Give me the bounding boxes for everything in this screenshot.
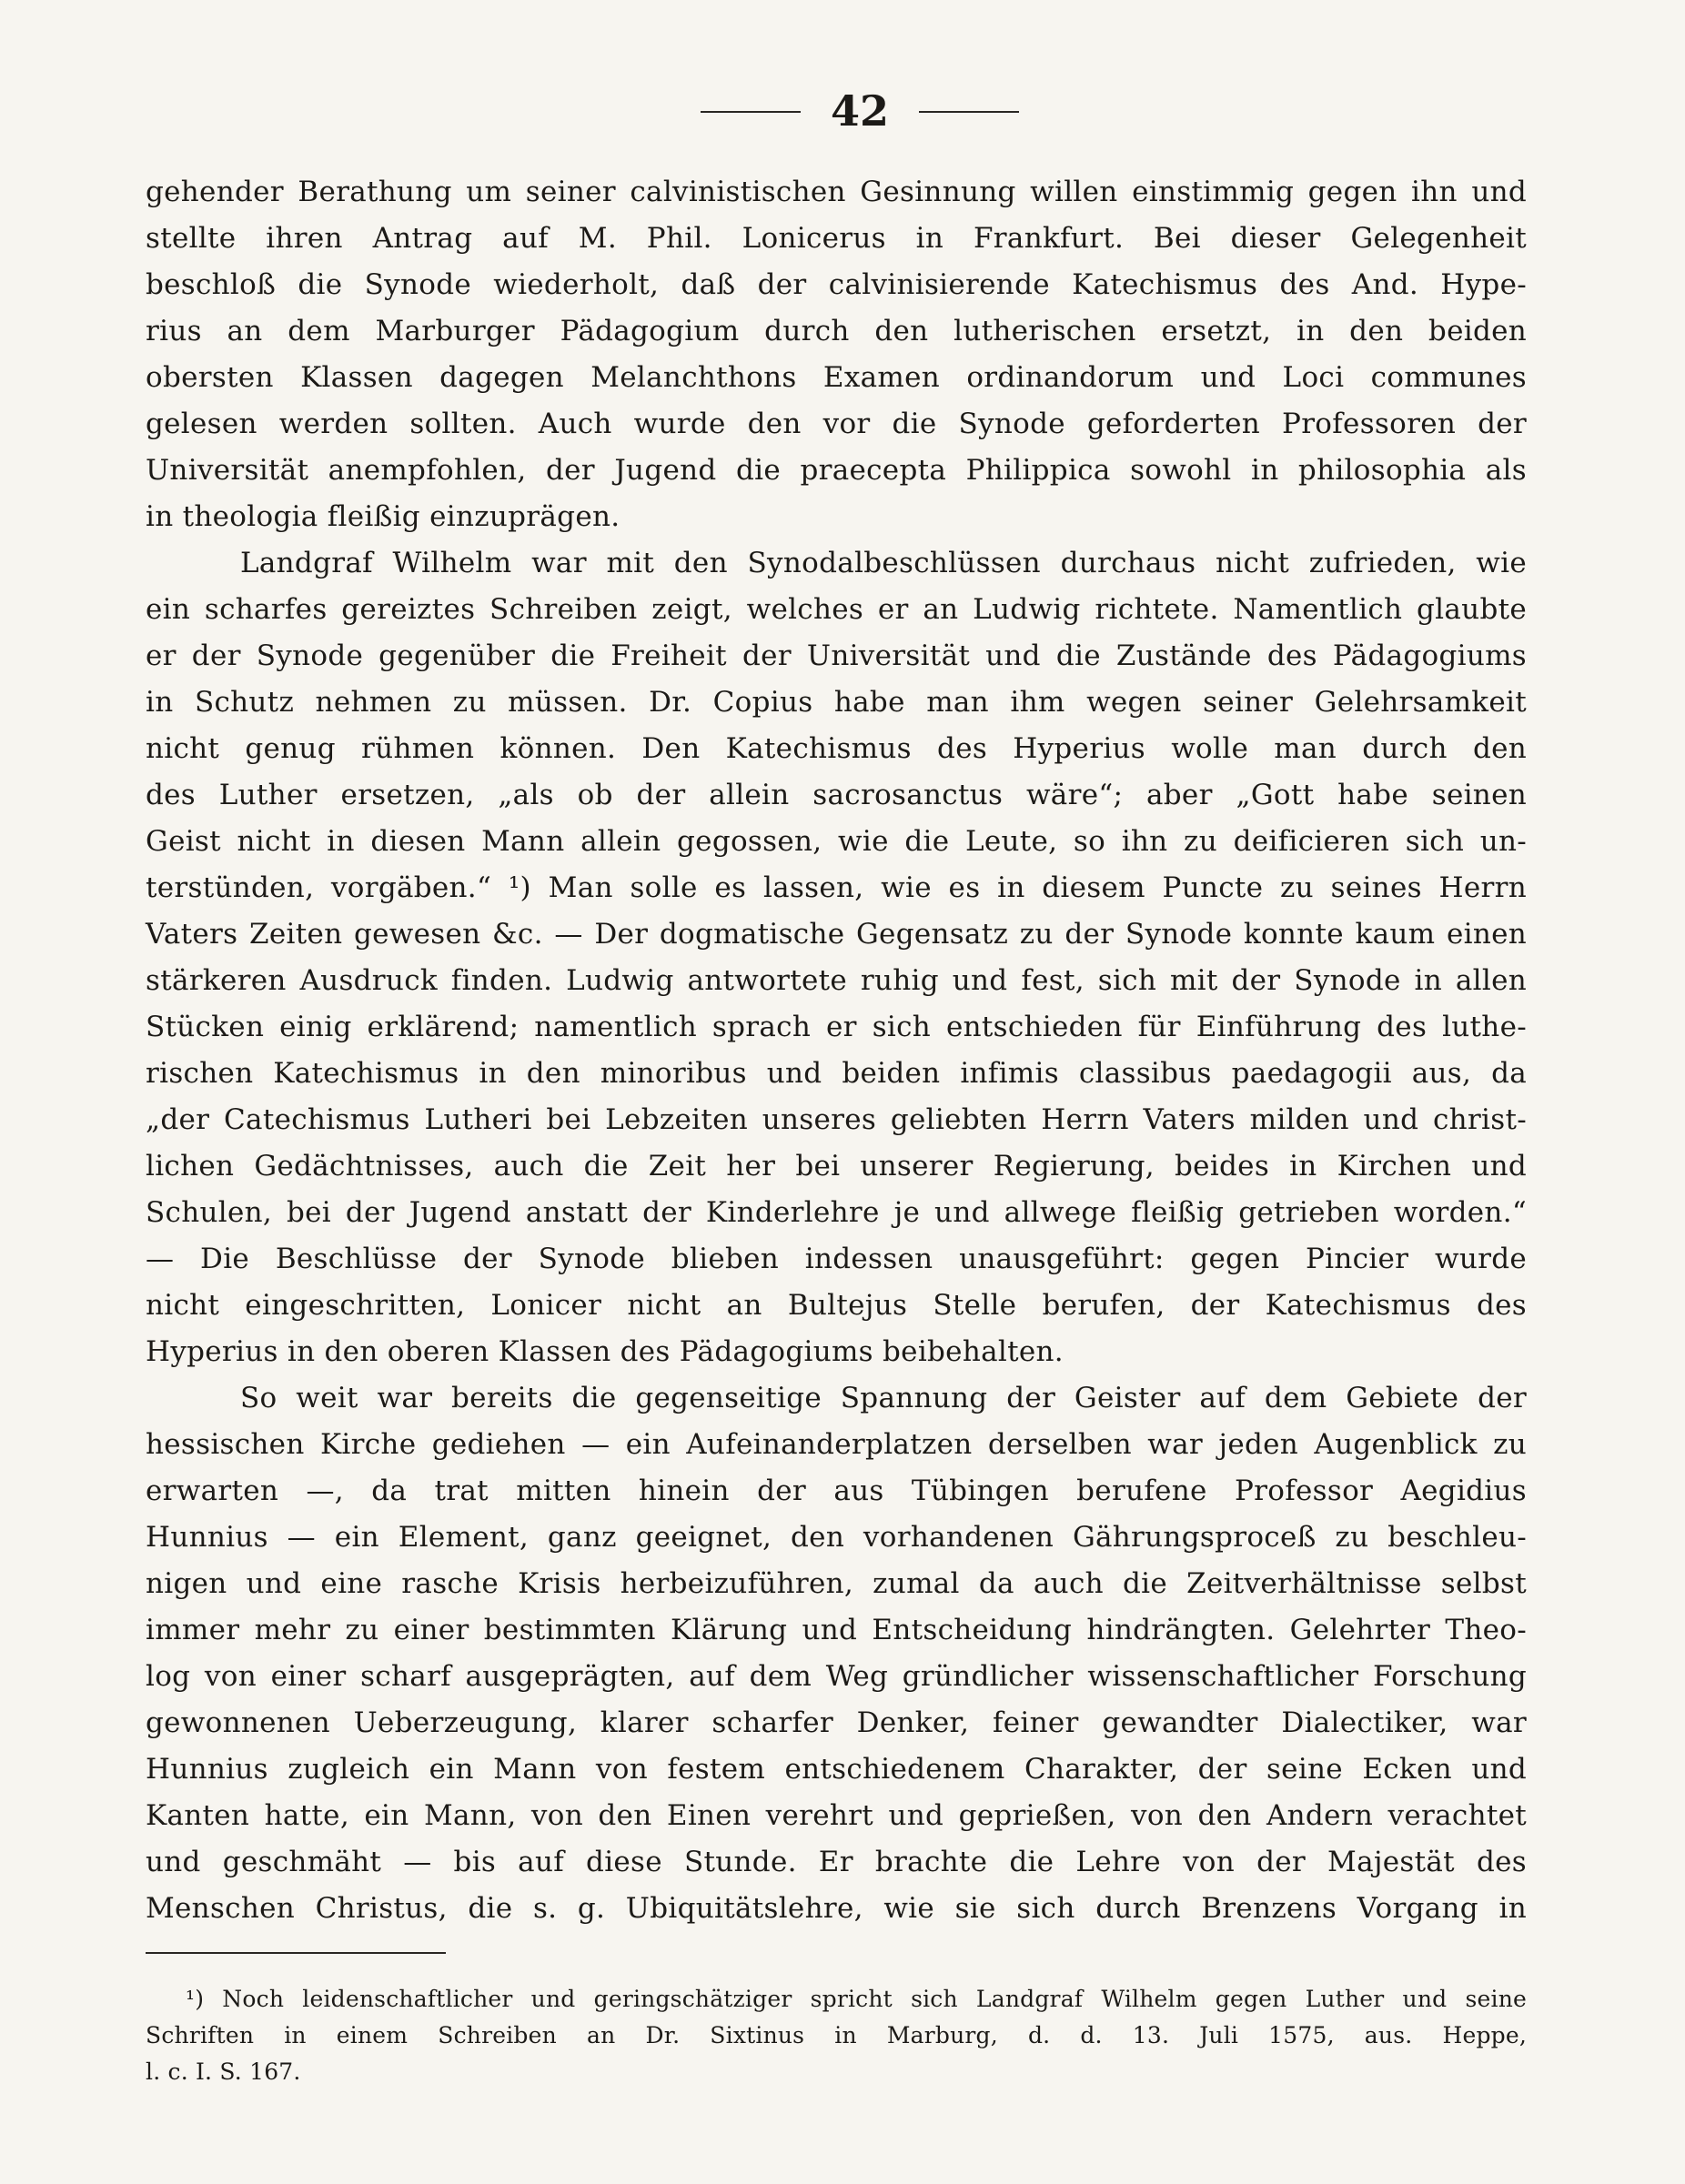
text-line: er der Synode gegenüber die Freiheit der Universität und die Zustände des Pädagogiums [146,639,1527,672]
footnote-line: Schriften in einem Schreiben an Dr. Sixtinus in Marburg, d. d. 13. Juli 1575, aus. Heppe, [146,2022,1527,2048]
footnote-line: ¹) Noch leidenschaftlicher und geringschätziger spricht sich Landgraf Wilhelm gegen Luther und seine [186,1986,1527,2012]
text-line: Vaters Zeiten gewesen &c. — Der dogmatische Gegensatz zu der Synode konnte kaum einen [146,918,1527,951]
text-line: gelesen werden sollten. Auch wurde den vor die Synode geforderten Professoren der [146,408,1527,440]
text-line: und geschmäht — bis auf diese Stunde. Er brachte die Lehre von der Majestät des [146,1846,1527,1878]
header-rule-left [701,111,801,113]
text-line: Menschen Christus, die s. g. Ubiquitätslehre, wie sie sich durch Brenzens Vorgang in [146,1892,1527,1925]
footnote-line: l. c. I. S. 167. [146,2058,301,2085]
text-line: Landgraf Wilhelm war mit den Synodalbeschlüssen durchaus nicht zufrieden, wie [240,547,1527,579]
text-line: in Schutz nehmen zu müssen. Dr. Copius habe man ihm wegen seiner Gelehrsamkeit [146,686,1527,719]
text-line: Kanten hatte, ein Mann, von den Einen verehrt und geprießen, von den Andern verachtet [146,1799,1527,1832]
text-line: nigen und eine rasche Krisis herbeizuführen, zumal da auch die Zeitverhältnisse selbst [146,1567,1527,1600]
text-line: in theologia fleißig einzuprägen. [146,500,621,533]
main-text [146,169,1527,1932]
paragraph-3 [146,1375,1527,1932]
text-line: gehender Berathung um seiner calvinistischen Gesinnung willen einstimmig gegen ihn und [146,176,1527,208]
text-line: Hunnius zugleich ein Mann von festem entschiedenem Charakter, der seine Ecken und [146,1753,1527,1786]
text-line: des Luther ersetzen, „als ob der allein sacrosanctus wäre“; aber „Gott habe seinen [146,779,1527,811]
text-line: obersten Klassen dagegen Melanchthons Examen ordinandorum und Loci communes [146,361,1527,394]
text-line: Geist nicht in diesen Mann allein gegossen, wie die Leute, so ihn zu deificieren sich un- [146,825,1527,858]
text-line: stellte ihren Antrag auf M. Phil. Lonicerus in Frankfurt. Bei dieser Gelegenheit [146,222,1527,255]
text-line: log von einer scharf ausgeprägten, auf dem Weg gründlicher wissenschaftlicher Forschung [146,1660,1527,1693]
text-line: nicht eingeschritten, Lonicer nicht an Bultejus Stelle berufen, der Katechismus des [146,1289,1527,1322]
page-header [0,84,1685,138]
text-line: — Die Beschlüsse der Synode blieben indessen unausgeführt: gegen Pincier wurde [146,1243,1527,1275]
text-line: Schulen, bei der Jugend anstatt der Kinderlehre je und allwege fleißig getrieben worden.“ [146,1196,1527,1229]
text-line: So weit war bereits die gegenseitige Spannung der Geister auf dem Gebiete der [240,1382,1527,1414]
text-line: stärkeren Ausdruck finden. Ludwig antwortete ruhig und fest, sich mit der Synode in allen [146,964,1527,997]
footnote [146,1981,1527,2090]
text-line: rischen Katechismus in den minoribus und beiden infimis classibus paedagogii aus, da [146,1057,1527,1090]
text-line: nicht genug rühmen können. Den Katechismus des Hyperius wolle man durch den [146,732,1527,765]
header-rule-right [919,111,1019,113]
text-line: Hunnius — ein Element, ganz geeignet, den vorhandenen Gährungsproceß zu beschleu- [146,1521,1527,1554]
text-line: „der Catechismus Lutheri bei Lebzeiten unseres geliebten Herrn Vaters milden und christ- [146,1103,1527,1136]
page-number: 42 [830,86,889,136]
paragraph-1 [146,169,1527,540]
text-line: erwarten —, da trat mitten hinein der aus Tübingen berufene Professor Aegidius [146,1474,1527,1507]
paragraph-2 [146,540,1527,1375]
text-line: gewonnenen Ueberzeugung, klarer scharfer Denker, feiner gewandter Dialectiker, war [146,1706,1527,1739]
text-line: rius an dem Marburger Pädagogium durch den lutherischen ersetzt, in den beiden [146,315,1527,347]
text-line: Universität anempfohlen, der Jugend die praecepta Philippica sowohl in philosophia als [146,454,1527,487]
text-line: hessischen Kirche gediehen — ein Aufeinanderplatzen derselben war jeden Augenblick zu [146,1428,1527,1461]
text-line: terstünden, vorgäben.“ ¹) Man solle es lassen, wie es in diesem Puncte zu seines Herrn [146,871,1527,904]
text-line: lichen Gedächtnisses, auch die Zeit her bei unserer Regierung, beides in Kirchen und [146,1150,1527,1183]
text-line: ein scharfes gereiztes Schreiben zeigt, welches er an Ludwig richtete. Namentlich glaubte [146,593,1527,626]
text-line: beschloß die Synode wiederholt, daß der calvinisierende Katechismus des And. Hype- [146,268,1527,301]
text-line: Hyperius in den oberen Klassen des Pädagogiums beibehalten. [146,1335,1064,1368]
footnote-rule [146,1952,446,1954]
text-line: Stücken einig erklärend; namentlich sprach er sich entschieden für Einführung des luthe- [146,1011,1527,1043]
text-line: immer mehr zu einer bestimmten Klärung und Entscheidung hindrängten. Gelehrter Theo- [146,1614,1527,1646]
